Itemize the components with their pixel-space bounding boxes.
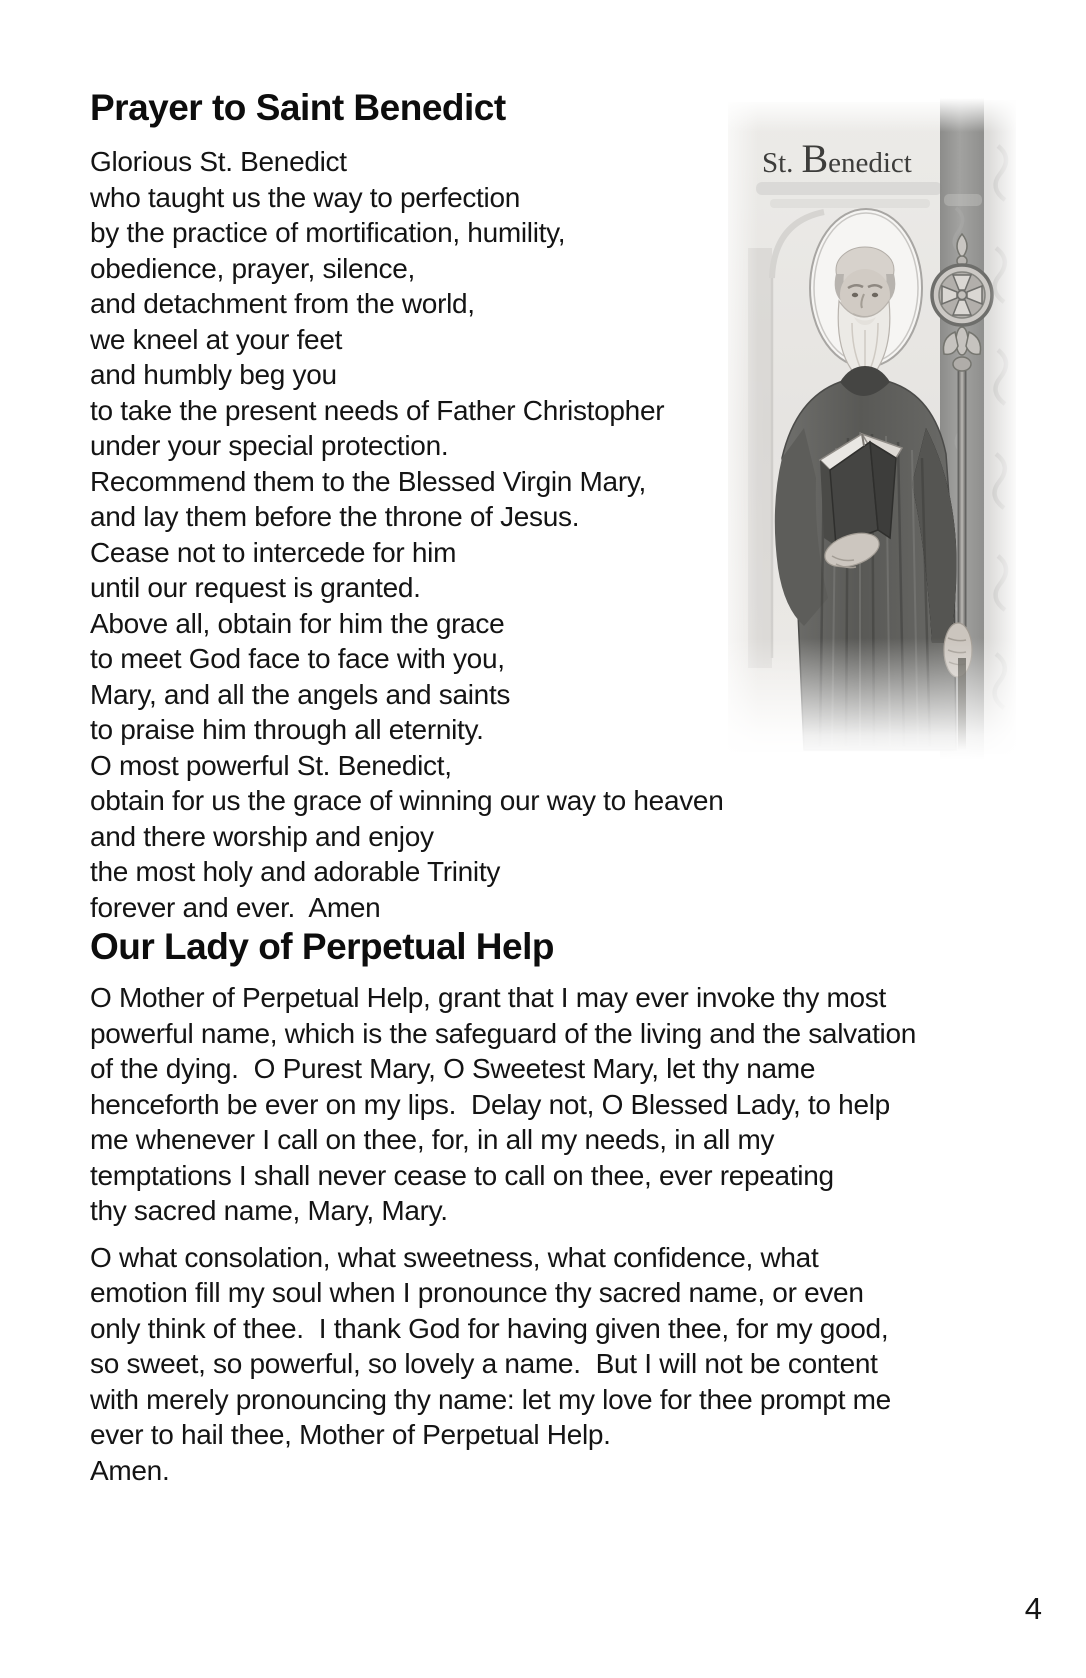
text-line: ever to hail thee, Mother of Perpetual Help. <box>90 1419 611 1450</box>
text-line: and there worship and enjoy <box>90 820 434 852</box>
text-line: and lay them before the throne of Jesus. <box>90 501 580 532</box>
text-line: so sweet, so powerful, so lovely a name. But I will not be content <box>90 1348 878 1379</box>
text-line: to take the present needs of Father Christopher <box>90 394 665 426</box>
holy-card-caption: St. Benedict <box>762 136 912 181</box>
prayer-perpetual-help-paragraph-2 <box>90 1240 1050 1489</box>
text-line: obtain for us the grace of winning our way to heaven <box>90 785 724 816</box>
text-line: me whenever I call on thee, for, in all my needs, in all my <box>90 1124 775 1155</box>
text-line: forever and ever. Amen <box>90 891 381 923</box>
text-line: under your special protection. <box>90 430 449 461</box>
prayer-perpetual-help-paragraph-1 <box>90 980 1050 1229</box>
text-line: thy sacred name, Mary, Mary. <box>90 1195 448 1226</box>
text-line: until our request is granted. <box>90 572 421 603</box>
text-line: with merely pronouncing thy name: let my love for thee prompt me <box>90 1383 891 1415</box>
text-line: henceforth be ever on my lips. Delay not, O Blessed Lady, to help <box>90 1088 890 1120</box>
text-line: by the practice of mortification, humility, <box>90 217 566 248</box>
text-line: Mary, and all the angels and saints <box>90 678 511 710</box>
text-line: who taught us the way to perfection <box>90 181 520 213</box>
text-line: obedience, prayer, silence, <box>90 252 416 284</box>
text-line: of the dying. O Purest Mary, O Sweetest Mary, let thy name <box>90 1053 816 1084</box>
text-line: and humbly beg you <box>90 359 337 390</box>
page-number: 4 <box>1024 1591 1042 1626</box>
text-line: Cease not to intercede for him <box>90 536 457 568</box>
text-line: only think of thee. I thank God for having given thee, for my good, <box>90 1312 889 1344</box>
text-line: Amen. <box>90 1454 170 1486</box>
text-line: O most powerful St. Benedict, <box>90 749 452 781</box>
text-line: Glorious St. Benedict <box>90 146 347 177</box>
text-line: powerful name, which is the safeguard of the living and the salvation <box>90 1017 917 1049</box>
st-benedict-holy-card-image <box>712 98 1020 760</box>
text-line: O Mother of Perpetual Help, grant that I may ever invoke thy most <box>90 982 886 1013</box>
text-line: temptations I shall never cease to call on thee, ever repeating <box>90 1159 834 1191</box>
text-line: the most holy and adorable Trinity <box>90 856 501 887</box>
text-line: emotion fill my soul when I pronounce thy sacred name, or even <box>90 1277 864 1308</box>
text-line: to meet God face to face with you, <box>90 643 505 674</box>
text-line: we kneel at your feet <box>90 323 343 355</box>
text-line: O what consolation, what sweetness, what confidence, what <box>90 1241 819 1273</box>
text-line: Recommend them to the Blessed Virgin Mary, <box>90 465 646 497</box>
text-line: and detachment from the world, <box>90 288 475 319</box>
text-line: Above all, obtain for him the grace <box>90 607 505 639</box>
section-title-prayer-to-saint-benedict: Prayer to Saint Benedict <box>90 87 506 128</box>
text-line: to praise him through all eternity. <box>90 714 484 745</box>
section-title-our-lady-of-perpetual-help: Our Lady of Perpetual Help <box>90 926 554 967</box>
